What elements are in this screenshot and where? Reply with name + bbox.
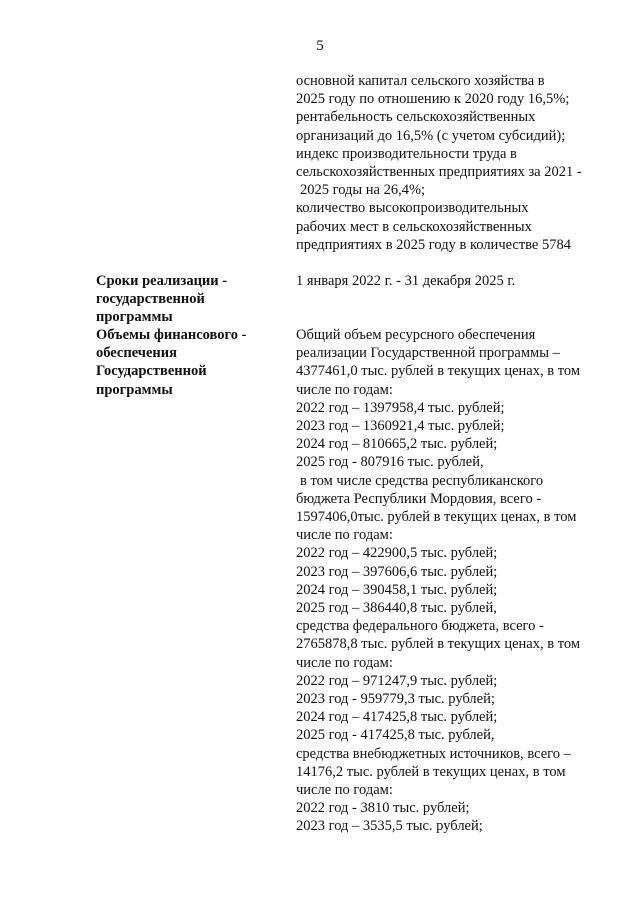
text-line: числе по годам:: [296, 381, 393, 398]
text-line: 2025 год – 386440,8 тыс. рублей,: [296, 600, 497, 617]
text-line: 2022 год – 1397958,4 тыс. рублей;: [296, 399, 505, 416]
terms-value: [296, 272, 596, 290]
text-line: средства внебюджетных источников, всего –: [296, 745, 571, 762]
label-line: программы: [96, 381, 173, 398]
text-line: 2025 год - 807916 тыс. рублей,: [296, 454, 484, 471]
label-line: Объемы финансового -: [96, 327, 247, 343]
text-line: сельскохозяйственных предприятиях за 2021 -: [296, 164, 582, 181]
text-line: 2023 год – 1360921,4 тыс. рублей;: [296, 418, 505, 435]
text-line: организаций до 16,5% (с учетом субсидий);: [296, 127, 566, 144]
text-line: рентабельность сельскохозяйственных: [296, 109, 536, 126]
text-line: 2024 год – 390458,1 тыс. рублей;: [296, 581, 498, 598]
text-line: 1 января 2022 г. - 31 декабря 2025 г.: [296, 273, 516, 289]
text-line: бюджета Республики Мордовия, всего -: [296, 490, 542, 507]
label-line: программы: [96, 309, 173, 326]
text-line: 2022 год – 422900,5 тыс. рублей;: [296, 545, 498, 562]
text-line: 2024 год – 417425,8 тыс. рублей;: [296, 709, 498, 726]
text-line: 2025 годы на 26,4%;: [300, 182, 426, 199]
text-line: индекс производительности труда в: [296, 145, 517, 162]
line-text: основной капитал сельского хозяйства в: [296, 73, 545, 89]
text-line: реализации Государственной программы –: [296, 345, 560, 362]
text-line: числе по годам:: [296, 527, 393, 544]
text-line: 2023 год – 397606,6 тыс. рублей;: [296, 563, 498, 580]
label-line: Сроки реализации -: [96, 273, 228, 289]
label-line: обеспечения: [96, 345, 177, 362]
text-line: 2765878,8 тыс. рублей в текущих ценах, в том: [296, 636, 580, 653]
text-line: рабочих мест в сельскохозяйственных: [296, 218, 532, 235]
text-line: числе по годам:: [296, 654, 393, 671]
text-line: 2024 год – 810665,2 тыс. рублей;: [296, 436, 498, 453]
text-line: количество высокопроизводительных: [296, 200, 529, 217]
text-line: Общий объем ресурсного обеспечения: [296, 327, 536, 343]
text-line: 4377461,0 тыс. рублей в текущих ценах, в том: [296, 363, 580, 380]
text-line: 1597406,0тыс. рублей в текущих ценах, в том: [296, 509, 577, 526]
finance-label: [96, 326, 274, 399]
terms-label: [96, 272, 274, 327]
label-line: Государственной: [96, 363, 207, 380]
label-line: государственной: [96, 291, 205, 308]
text-line: 2022 год - 3810 тыс. рублей;: [296, 800, 470, 817]
text-line: 2025 году по отношению к 2020 году 16,5%;: [296, 91, 570, 108]
text-line: 2025 год - 417425,8 тыс. рублей,: [296, 727, 495, 744]
text-line: 2023 год – 3535,5 тыс. рублей;: [296, 818, 483, 835]
text-line: предприятиях в 2025 году в количестве 5784: [296, 236, 571, 253]
text-line: числе по годам:: [296, 782, 393, 799]
targets-continuation: [296, 72, 596, 254]
page-number: 5: [316, 38, 324, 54]
finance-value: [296, 326, 596, 836]
text-line: средства федерального бюджета, всего -: [296, 618, 544, 635]
text-line: [296, 72, 596, 90]
text-line: 2022 год – 971247,9 тыс. рублей;: [296, 672, 498, 689]
text-line: 2023 год - 959779,3 тыс. рублей;: [296, 691, 495, 708]
text-line: 14176,2 тыс. рублей в текущих ценах, в том: [296, 763, 566, 780]
text-line: в том числе средства республиканского: [300, 472, 544, 489]
